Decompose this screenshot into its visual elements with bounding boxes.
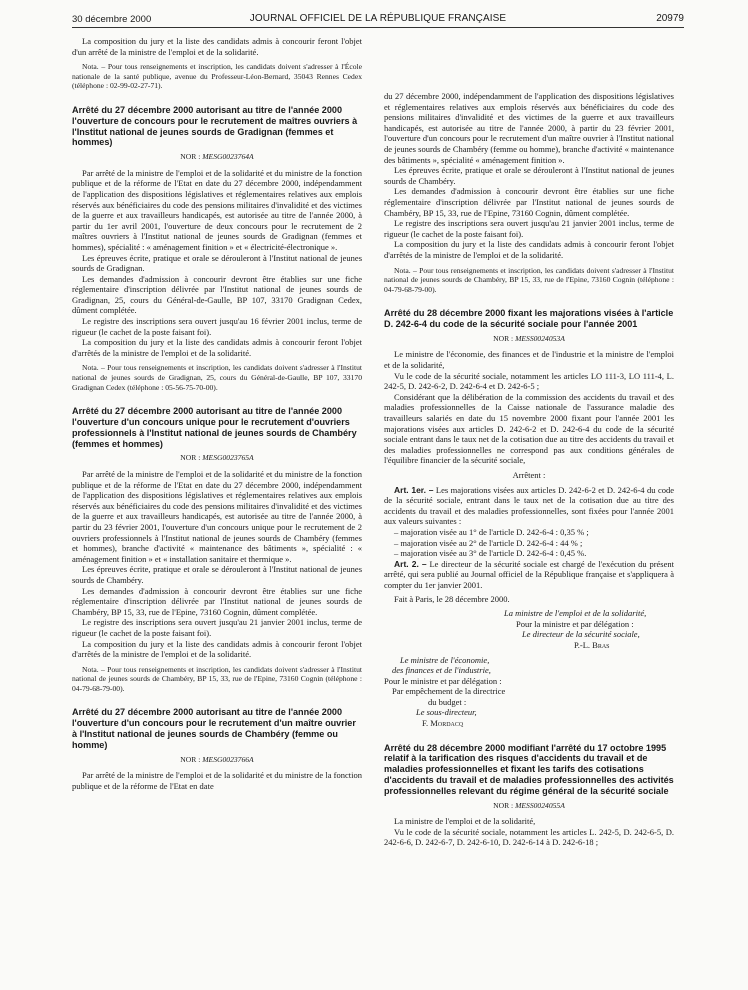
- signature-block: [384, 608, 674, 650]
- right-column: [384, 91, 674, 848]
- signature-block: [384, 655, 674, 729]
- nor-reference: [72, 152, 362, 163]
- paragraph: La ministre de l'emploi et de la solidarité,: [394, 816, 536, 827]
- signature-line: Pour le ministre et par délégation :: [384, 675, 502, 686]
- nor-label: NOR :: [180, 152, 201, 162]
- paragraph: Les demandes d'admission à concourir devront être établies sur une fiche réglementaire d'inscription délivrée par l'Institut national de jeunes sourds de Chambéry, BP 15, 33, rue de l'Epine, 73160 Cognin, dûment complétée.: [72, 585, 362, 617]
- decree-title: Arrêté du 28 décembre 2000 fixant les majorations visées à l'article D. 242-6-4 du code de la sécurité sociale pour l'année 2001: [384, 308, 674, 330]
- nor-label: NOR :: [493, 333, 514, 343]
- signature-line: La ministre de l'emploi et de la solidarité,: [504, 608, 647, 619]
- paragraph: La composition du jury et la liste des candidats admis à concourir feront l'objet d'arrêtés de la ministre de l'emploi et de la solidarité.: [72, 638, 362, 660]
- paragraph: Les épreuves écrite, pratique et orale se dérouleront à l'Institut national de jeunes sourds de Chambéry.: [384, 165, 674, 186]
- signature-line: Pour la ministre et par délégation :: [516, 618, 634, 629]
- paragraph: Considérant que la délibération de la commission des accidents du travail et des maladies professionnelles de la Caisse nationale de l'assurance maladie des travailleurs salariés en date du 15 novembre 2000 fixant pour l'année 2001 les majorations visées aux articles D. 242-6-2 et D. 242-6-4 du code de la sécurité sociale entrant dans le taux net de la cotisation due au titre des accidents du travail et des maladies professionnelles ne correspond pas aux conditions générales de l'équilibre financier de la sécurité sociale,: [384, 391, 674, 466]
- header-page-number: 20979: [656, 13, 684, 24]
- article-text: Les majorations visées aux articles D. 242-6-2 et D. 242-6-4 du code de la sécurité sociale, entrant dans le taux net de la cotisation due au titre des accidents du travail et des maladies professionnelles, sont fixées pour l'année 2001 aux valeurs suivantes :: [384, 484, 674, 527]
- decree-title: Arrêté du 27 décembre 2000 autorisant au titre de l'année 2000 l'ouverture d'un concours unique pour le recrutement d'ouvriers professionnels à l'Institut national de jeunes sourds de Chambéry (femmes et hommes): [72, 406, 357, 449]
- nota-note: Nota. – Pour tous renseignements et inscription, les candidats doivent s'adresser à l'Institut national de jeunes sourds de Chambéry, BP 15, 33, rue de l'Epine, 73160 Cognin (téléphone : 04-79-68-79-00).: [72, 664, 362, 693]
- decree-title: Arrêté du 28 décembre 2000 modifiant l'arrêté du 17 octobre 1995 relatif à la tarification des risques d'accidents du travail et de maladies professionnelles et fixant les tarifs des cotisations d'accidents du travail et de maladies professionnelles des activités professionnelles relevant du régime général de la sécurité sociale: [384, 742, 674, 796]
- decree-title: Arrêté du 27 décembre 2000 autorisant au titre de l'année 2000 l'ouverture de concours pour le recrutement de maîtres ouvriers à l'Institut national de jeunes sourds de Gradignan (femmes et hommes): [72, 104, 358, 148]
- nor-reference: [384, 801, 674, 812]
- nor-code: MESG0023766A: [202, 754, 254, 764]
- signature-line: Le ministre de l'économie,: [400, 654, 490, 665]
- paragraph: La composition du jury et la liste des candidats admis à concourir feront l'objet d'arrêtés de la ministre de l'emploi et de la solidarité.: [384, 239, 674, 260]
- nor-code: MESS0024055A: [515, 800, 565, 810]
- page-header: [72, 9, 684, 29]
- header-rule: [72, 27, 684, 28]
- nor-reference: [72, 755, 362, 766]
- signature-line: des finances et de l'industrie,: [392, 665, 491, 676]
- paragraph: Par arrêté de la ministre de l'emploi et de la solidarité et du ministre de la fonction publique et de la réforme de l'Etat en date du 27 décembre 2000, indépendamment de l'application des dispositions législatives et réglementaires relatives aux emplois réservés aux bénéficiaires du code des pensions militaires d'invalidité et des victimes de la guerre et aux travailleurs handicapés, est autorisée au titre de l'année 2000, à partir du 1er avril 2001, l'ouverture de deux concours pour le recrutement de 2 maîtres ouvriers à l'Institut national de jeunes sourds de Gradignan (femmes et hommes), spécialité : « aménagement finition » et « électricité-électronique ».: [72, 167, 362, 252]
- nor-code: MESG0023764A: [202, 152, 254, 162]
- arretent-heading: Arrêtent :: [512, 470, 546, 480]
- nota-note: Nota. – Pour tous renseignements et inscription, les candidats doivent s'adresser à l'École nationale de la santé publique, avenue du Professeur-Léon-Bernard, 35043 Rennes Cedex (téléphone : 02-99-02-27-71).: [72, 62, 362, 91]
- nor-label: NOR :: [180, 754, 201, 764]
- paragraph: La composition du jury et la liste des candidats admis à concourir feront l'objet d'arrêtés de la ministre de l'emploi et de la solidarité.: [72, 337, 362, 358]
- signature-date: Fait à Paris, le 28 décembre 2000.: [394, 593, 510, 604]
- header-journal-title: JOURNAL OFFICIEL DE LA RÉPUBLIQUE FRANÇAISE: [249, 13, 507, 24]
- nor-reference: [384, 334, 674, 345]
- nor-reference: [72, 453, 362, 464]
- signature-line: du budget :: [428, 696, 467, 707]
- article-label: Art. 2. –: [394, 558, 427, 569]
- signature-name: P.-L. Bras: [574, 639, 610, 650]
- nota-note: Nota. – Pour tous renseignements et inscription, les candidats doivent s'adresser à l'Institut national de jeunes sourds de Gradignan, 25, cours du Général-de-Gaulle, BP 107, 33170 Gradignan Cedex (téléphone : 05-56-75-70-00).: [72, 363, 362, 392]
- article-1: [384, 485, 674, 527]
- decree-title: Arrêté du 27 décembre 2000 autorisant au titre de l'année 2000 l'ouverture d'un concours pour le recrutement d'un maître ouvrier à l'Institut national de jeunes sourds de Chambéry (femme ou homme): [72, 707, 356, 750]
- majoration-list: [384, 527, 674, 559]
- paragraph: Les épreuves écrite, pratique et orale se dérouleront à l'Institut national de jeunes sourds de Gradignan.: [72, 252, 362, 274]
- paragraph: du 27 décembre 2000, indépendamment de l'application des dispositions législatives et réglementaires relatives aux emplois réservés aux bénéficiaires du code des pensions militaires d'invalidité et des victimes de la guerre et aux travailleurs handicapés, est autorisée au titre de l'année 2000, à partir du 23 février 2001, l'ouverture d'un concours pour le recrutement d'un maître ouvrier à l'Institut national de jeunes sourds de Chambéry (femme ou homme), branche d'activité « maintenance des bâtiments », spécialité « aménagement finition ».: [384, 91, 674, 165]
- paragraph: Les demandes d'admission à concourir devront être établies sur une fiche réglementaire d'inscription délivrée par l'Institut national de jeunes sourds de Gradignan, 25, cours du Général-de-Gaulle, BP 107, 33170 Gradignan Cedex, dûment complétée.: [72, 273, 362, 316]
- paragraph: Le registre des inscriptions sera ouvert jusqu'au 21 janvier 2001 inclus, terme de rigueur (le cachet de la poste faisant foi).: [72, 617, 362, 638]
- paragraph: Le registre des inscriptions sera ouvert jusqu'au 16 février 2001 inclus, terme de rigueur (le cachet de la poste faisant foi).: [72, 316, 362, 337]
- left-column: [72, 36, 362, 791]
- paragraph: Par arrêté de la ministre de l'emploi et de la solidarité et du ministre de la fonction publique et de la réforme de l'Etat en date: [72, 770, 362, 791]
- nor-label: NOR :: [180, 453, 201, 463]
- paragraph: Le registre des inscriptions sera ouvert jusqu'au 21 janvier 2001 inclus, terme de rigueur (le cachet de la poste faisant foi).: [384, 218, 674, 239]
- paragraph: Par arrêté de la ministre de l'emploi et de la solidarité et du ministre de la fonction publique et de la réforme de l'Etat en date du 27 décembre 2000, indépendamment de l'application des dispositions législatives et réglementaires relatives aux emplois réservés aux bénéficiaires du code des pensions militaires d'invalidité et des victimes de la guerre et aux travailleurs handicapés, est autorisée au titre de l'année 2000, à partir du 23 février 2001, l'ouverture d'un concours unique pour le recrutement de 2 ouvriers professionnels à l'Institut national de jeunes sourds de Chambéry (femmes et hommes), branche d'activité « maintenance des bâtiments », spécialité : « aménagement finition » et « installation sanitaire et thermique ».: [72, 469, 362, 564]
- signature-line: Le sous-directeur,: [416, 707, 477, 718]
- list-item: – majoration visée au 3° de l'article D. 242-6-4 : 0,45 %.: [394, 548, 587, 559]
- signature-name: F. Mordacq: [422, 718, 464, 729]
- paragraph: Vu le code de la sécurité sociale, notamment les articles LO 111-3, LO 111-4, L. 242-5, D. 242-6-2, D. 242-6-4 et D. 242-6-5 ;: [384, 370, 674, 392]
- nor-code: MESG0023765A: [202, 453, 254, 463]
- list-item: – majoration visée au 1° de l'article D. 242-6-4 : 0,35 % ;: [394, 526, 589, 537]
- nor-code: MESS0024053A: [515, 333, 565, 343]
- article-text: Le directeur de la sécurité sociale est chargé de l'exécution du présent arrêté, qui sera publié au Journal officiel de la République française et s'appliquera à compter du 1er janvier 2001.: [384, 558, 674, 590]
- paragraph: Le ministre de l'économie, des finances et de l'industrie et la ministre de l'emploi et de la solidarité,: [384, 349, 674, 371]
- paragraph: Vu le code de la sécurité sociale, notamment les articles L. 242-5, D. 242-6-5, D. 242-6-6, D. 242-6-7, D. 242-6-10, D. 242-6-14 à D. 242-6-18 ;: [384, 826, 674, 848]
- list-item: – majoration visée au 2° de l'article D. 242-6-4 : 44 % ;: [394, 537, 583, 548]
- intro-paragraph: La composition du jury et la liste des candidats admis à concourir feront l'objet d'un arrêté de la ministre de l'emploi et de la solidarité.: [72, 36, 362, 57]
- signature-line: Le directeur de la sécurité sociale,: [522, 629, 640, 640]
- paragraph: Les épreuves écrite, pratique et orale se dérouleront à l'Institut national de jeunes sourds de Chambéry.: [72, 564, 362, 585]
- article-label: Art. 1er. –: [394, 484, 434, 495]
- signature-line: Par empêchement de la directrice: [392, 686, 506, 697]
- article-2: [384, 559, 674, 591]
- nor-label: NOR :: [493, 800, 514, 810]
- header-date: 30 décembre 2000: [72, 14, 152, 25]
- nota-note: Nota. – Pour tous renseignements et inscription, les candidats doivent s'adresser à l'Institut national de jeunes sourds de Chambéry, BP 15, 33, rue de l'Epine, 73160 Cognin (téléphone : 04-79-68-79-00).: [384, 265, 674, 294]
- paragraph: Les demandes d'admission à concourir devront être établies sur une fiche réglementaire d'inscription délivrée par l'Institut national de jeunes sourds de Chambéry, BP 15, 33, rue de l'Epine, 73160 Cognin, dûment complétée.: [384, 186, 674, 218]
